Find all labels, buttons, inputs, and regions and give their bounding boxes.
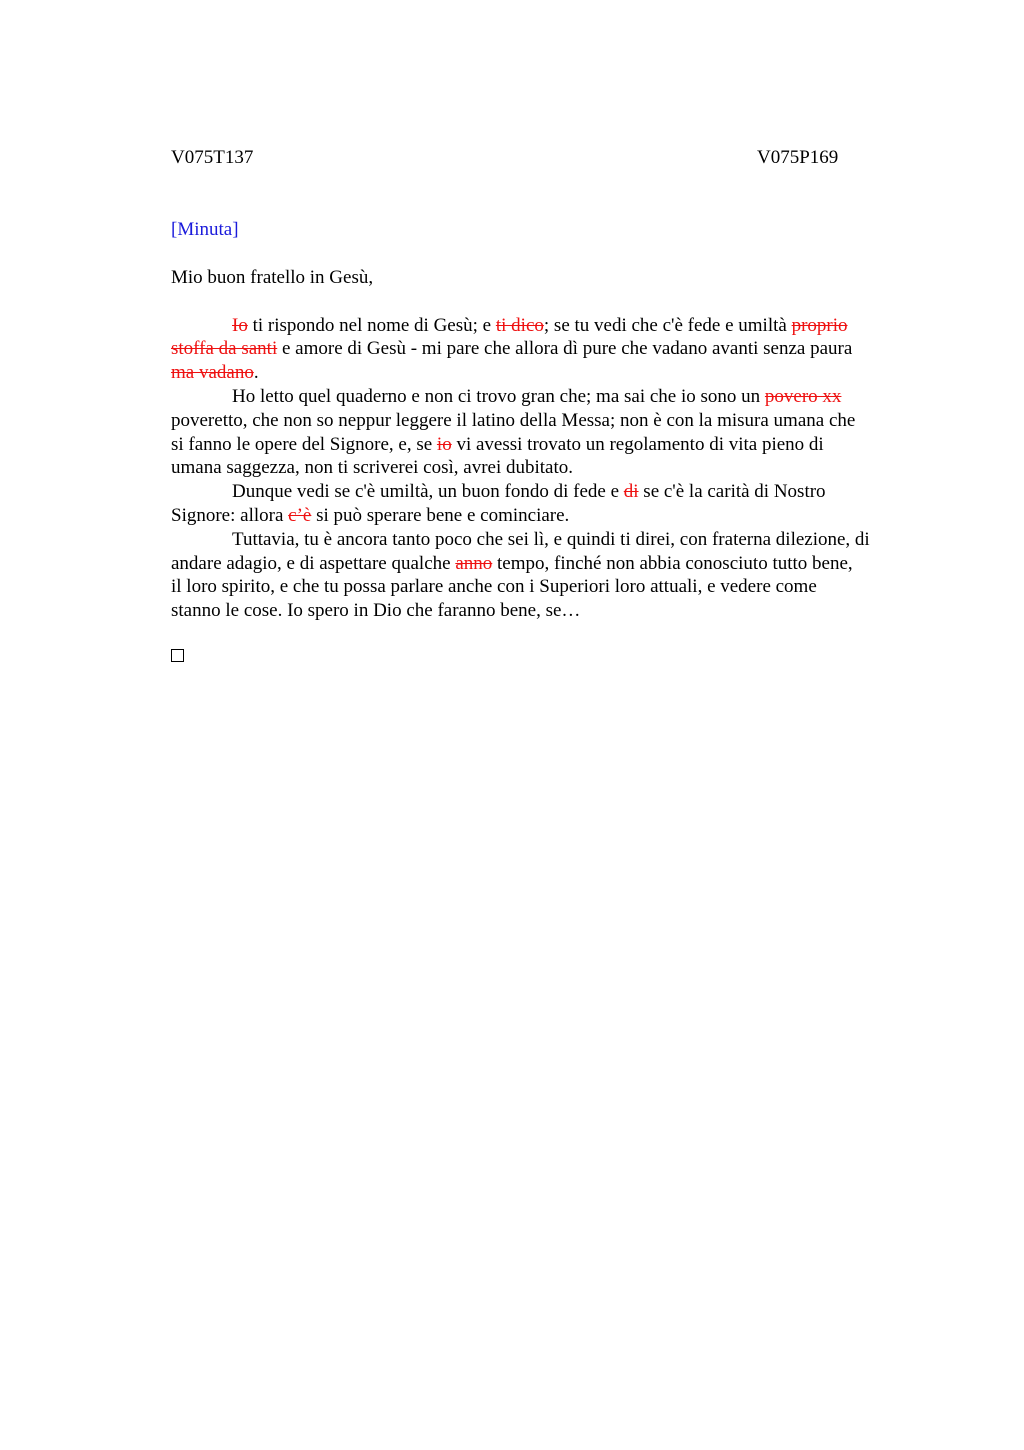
text-run: Dunque vedi se c'è umiltà, un buon fondo di fede e	[232, 481, 624, 503]
text-run: se c'è la carità di Nostro	[638, 481, 826, 503]
line-2-3	[171, 434, 824, 455]
text-run: stanno le cose. Io spero in Dio che faranno bene, se…	[171, 600, 581, 622]
deleted-text: ma vadano	[171, 362, 254, 384]
text-run: ; se tu vedi che c'è fede e umiltà	[543, 314, 792, 336]
paragraph-4	[171, 528, 931, 623]
deleted-text: di	[623, 481, 639, 503]
text-run: il loro spirito, e che tu possa parlare anche con i Superiori loro attuali, e vedere come	[171, 576, 817, 598]
text-run: Signore: allora	[171, 504, 289, 526]
line-4-3	[171, 576, 817, 597]
deleted-text: ti dico	[495, 314, 544, 336]
document-page	[171, 146, 931, 662]
line-1-1	[232, 315, 848, 336]
line-1-2	[171, 338, 852, 359]
line-2-2	[171, 410, 855, 431]
paragraph-3	[171, 480, 931, 528]
text-run: poveretto, che non so neppur leggere il latino della Messa; non è con la misura umana che	[171, 409, 856, 431]
deleted-text: io	[436, 433, 452, 455]
deleted-text: proprio	[791, 314, 848, 336]
text-run: ti rispondo nel nome di Gesù; e	[247, 314, 496, 336]
line-3-2	[171, 505, 569, 526]
text-run: Tuttavia, tu è ancora tanto poco che sei lì, e quindi ti direi, con fraterna dilezione, di	[232, 528, 870, 550]
line-4-2	[171, 553, 853, 574]
text-run: e amore di Gesù - mi pare che allora dì pure che vadano avanti senza paura	[277, 338, 853, 360]
line-2-1	[232, 386, 841, 407]
line-4-1	[232, 529, 870, 550]
document-code-left: V075T137	[171, 147, 254, 168]
salutation: Mio buon fratello in Gesù,	[171, 266, 374, 288]
text-run: tempo, finché non abbia conosciuto tutto bene,	[492, 552, 853, 574]
draft-label: [Minuta]	[171, 219, 239, 240]
text-run: si può sperare bene e cominciare.	[311, 504, 570, 526]
text-run: vi avessi trovato un regolamento di vita pieno di	[451, 433, 824, 455]
end-marker-box	[171, 649, 184, 662]
text-run: si fanno le opere del Signore, e, se	[171, 433, 437, 455]
line-1-3	[171, 362, 259, 383]
deleted-text: c’è	[288, 504, 312, 526]
deleted-text: anno	[455, 552, 493, 574]
document-header	[171, 146, 931, 170]
text-run: Ho letto quel quaderno e non ci trovo gran che; ma sai che io sono un	[232, 385, 765, 407]
line-4-4	[171, 600, 580, 621]
deleted-text: stoffa da santi	[171, 338, 278, 360]
letter-body	[171, 314, 931, 623]
paragraph-2	[171, 385, 931, 480]
text-run: umana saggezza, non ti scriverei così, avrei dubitato.	[171, 457, 574, 479]
text-run: andare adagio, e di aspettare qualche	[171, 552, 456, 574]
deleted-text: Io	[232, 314, 248, 336]
document-code-right: V075P169	[757, 147, 839, 168]
line-2-4	[171, 457, 573, 478]
line-3-1	[232, 481, 826, 502]
text-run: .	[253, 362, 259, 384]
deleted-text: povero xx	[764, 385, 842, 407]
paragraph-1	[171, 314, 931, 385]
